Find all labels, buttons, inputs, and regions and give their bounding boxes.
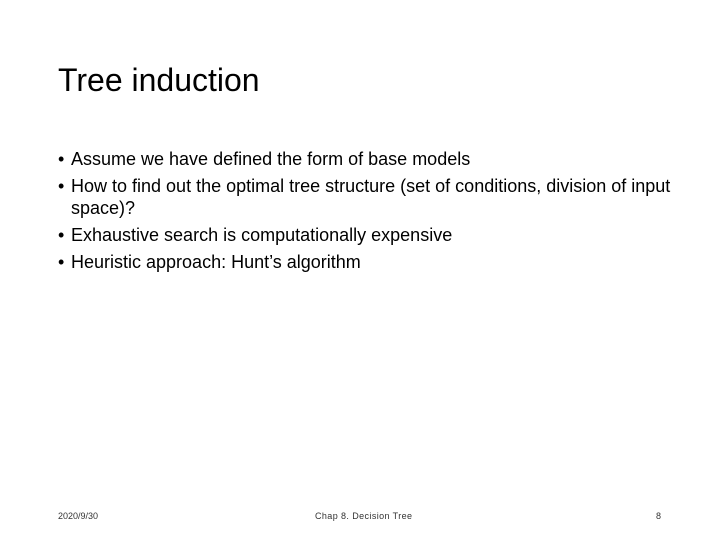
bullet-marker: • xyxy=(58,176,65,196)
bullet-text: Assume we have defined the form of base models xyxy=(71,149,471,169)
bullet-item xyxy=(58,148,678,170)
bullet-marker: • xyxy=(58,252,65,272)
bullet-text: Heuristic approach: Hunt’s algorithm xyxy=(71,252,361,272)
footer-chapter: Chap 8. Decision Tree xyxy=(315,511,413,521)
bullet-text: How to find out the optimal tree structure (set of conditions, division of input space)? xyxy=(71,176,671,218)
footer-page-number: 8 xyxy=(656,511,662,521)
bullet-item xyxy=(58,224,678,246)
slide-title: Tree induction xyxy=(58,62,260,98)
bullet-text: Exhaustive search is computationally expensive xyxy=(71,225,453,245)
bullet-list xyxy=(58,148,678,278)
footer-date: 2020/9/30 xyxy=(58,511,99,521)
bullet-marker: • xyxy=(58,225,65,245)
bullet-item xyxy=(58,251,678,273)
bullet-marker: • xyxy=(58,149,65,169)
bullet-item xyxy=(58,175,678,219)
